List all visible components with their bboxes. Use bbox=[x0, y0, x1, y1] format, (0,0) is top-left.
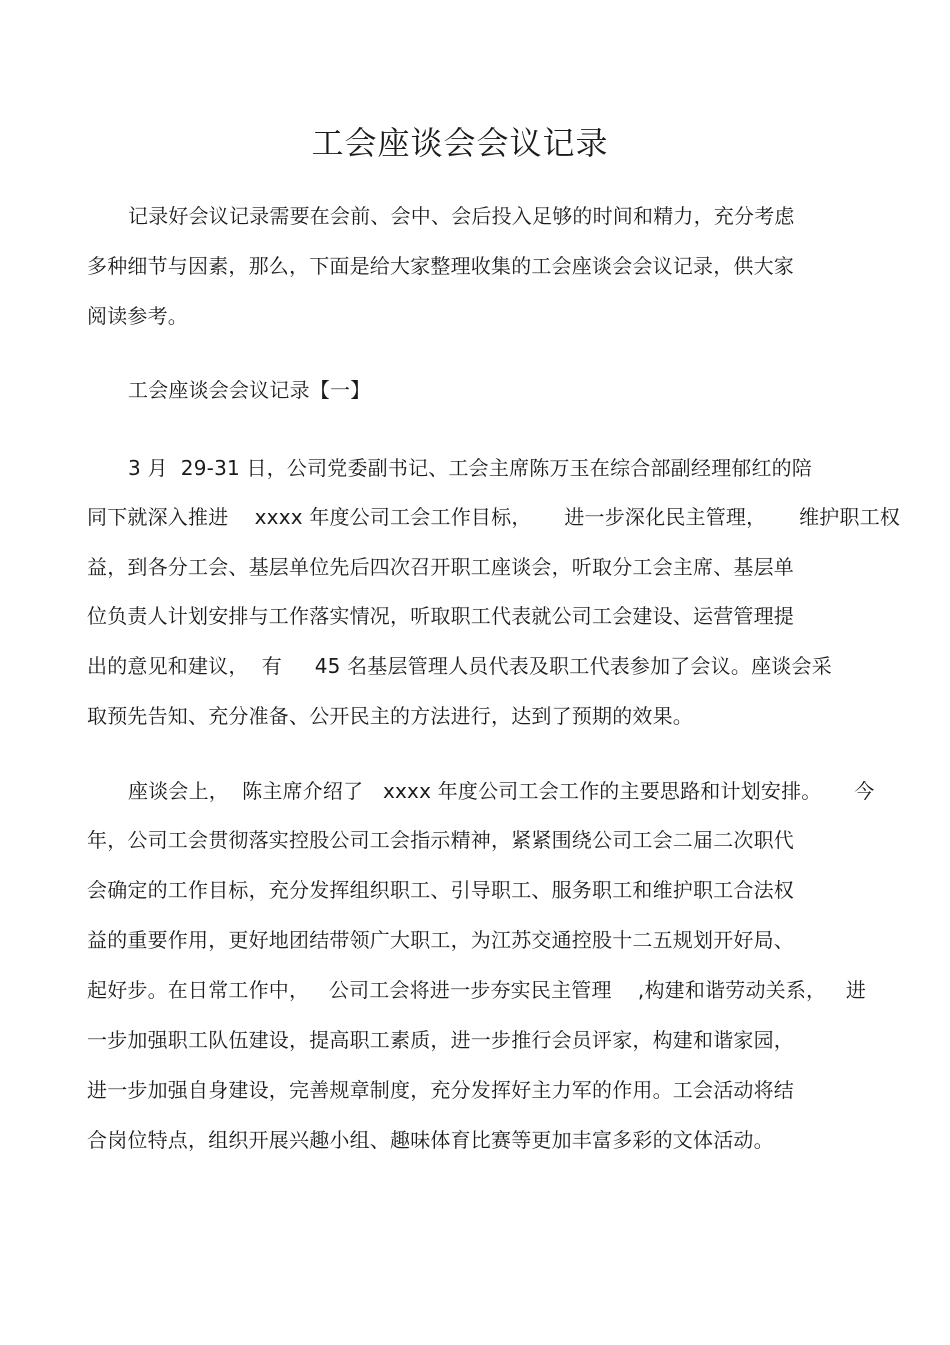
paragraph2-line-7: 进一步加强自身建设，完善规章制度，充分发挥好主力军的作用。工会活动将结 bbox=[87, 1078, 794, 1102]
intro-line-3: 阅读参考。 bbox=[87, 304, 188, 328]
paragraph1-line-1: 3 月 29-31 日，公司党委副书记、工会主席陈万玉在综合部副经理郁红的陪 bbox=[128, 456, 813, 480]
paragraph1-line-4: 位负责人计划安排与工作落实情况，听取职工代表就公司工会建设、运营管理提 bbox=[87, 604, 794, 628]
paragraph2-line-5: 起好步。在日常工作中， 公司工会将进一步夯实民主管理 ,构建和谐劳动关系， 进 bbox=[87, 978, 867, 1002]
paragraph2-line-1: 座谈会上， 陈主席介绍了 xxxx 年度公司工会工作的主要思路和计划安排。 今 bbox=[128, 779, 875, 803]
intro-line-1: 记录好会议记录需要在会前、会中、会后投入足够的时间和精力，充分考虑 bbox=[128, 204, 795, 228]
paragraph2-line-8: 合岗位特点，组织开展兴趣小组、趣味体育比赛等更加丰富多彩的文体活动。 bbox=[87, 1128, 774, 1152]
intro-line-2: 多种细节与因素，那么，下面是给大家整理收集的工会座谈会会议记录，供大家 bbox=[87, 254, 794, 278]
paragraph2-line-3: 会确定的工作目标，充分发挥组织职工、引导职工、服务职工和维护职工合法权 bbox=[87, 878, 794, 902]
paragraph1-line-2: 同下就深入推进 xxxx 年度公司工会工作目标， 进一步深化民主管理， 维护职工权 bbox=[87, 505, 901, 529]
paragraph2-line-6: 一步加强职工队伍建设，提高职工素质，进一步推行会员评家，构建和谐家园， bbox=[87, 1028, 794, 1052]
paragraph1-line-3: 益，到各分工会、基层单位先后四次召开职工座谈会，听取分工会主席、基层单 bbox=[87, 555, 794, 579]
paragraph1-line-5: 出的意见和建议， 有 45 名基层管理人员代表及职工代表参加了会议。座谈会采 bbox=[87, 654, 832, 678]
paragraph2-line-2: 年，公司工会贯彻落实控股公司工会指示精神，紧紧围绕公司工会二届二次职代 bbox=[87, 828, 794, 852]
paragraph1-line-6: 取预先告知、充分准备、公开民主的方法进行，达到了预期的效果。 bbox=[87, 704, 693, 728]
section-heading: 工会座谈会会议记录【一】 bbox=[128, 378, 371, 402]
document-title: 工会座谈会会议记录 bbox=[311, 124, 609, 162]
paragraph2-line-4: 益的重要作用，更好地团结带领广大职工，为江苏交通控股十二五规划开好局、 bbox=[87, 928, 794, 952]
